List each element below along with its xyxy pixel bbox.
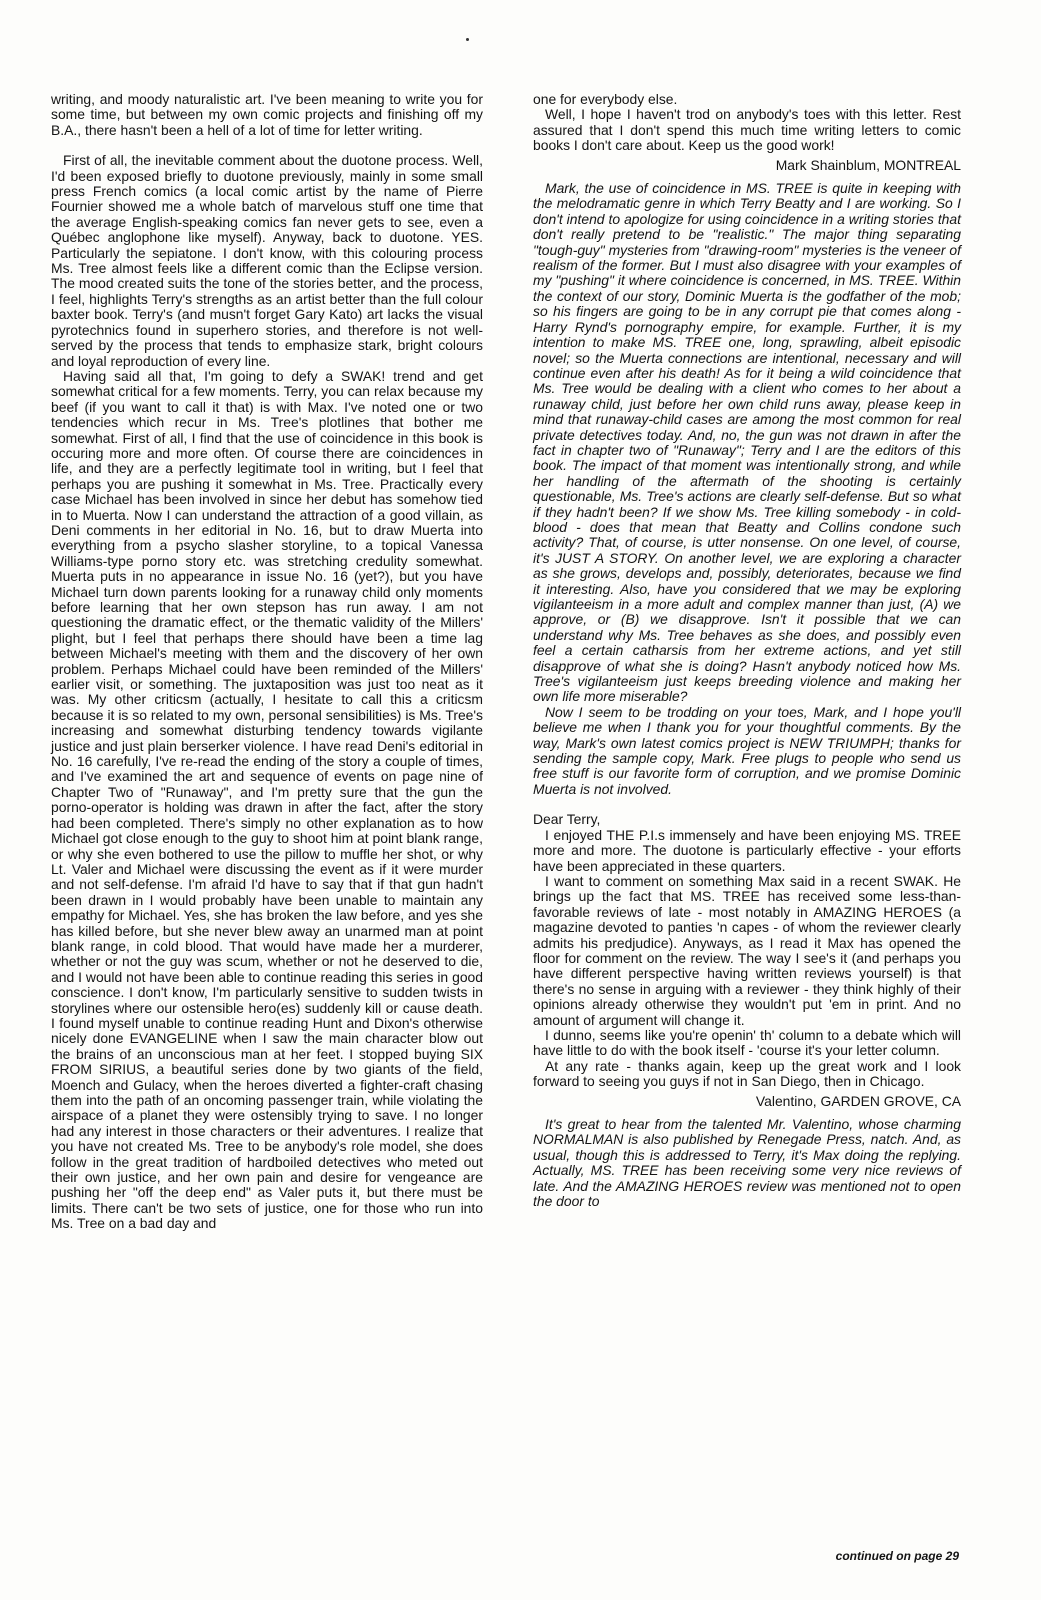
letter-paragraph: I enjoyed THE P.I.s immensely and have been enjoying MS. TREE more and more. The duotone is particularly effective - your efforts have been appreciated in these quarters. — [533, 826, 961, 874]
letter-signature: Valentino, GARDEN GROVE, CA — [755, 1092, 961, 1109]
letter-paragraph: First of all, the inevitable comment about the duotone process. Well, I'd been exposed briefly to duotone previously, mainly in some small press French comics (a local comic artist by the name of Pierre Fournier showed me a whole batch of marvelous stuff one time that the average English-speaking comics fan never gets to see, even a Québec anglophone like myself). Anyway, back to duotone. YES. Particularly the sepiatone. I don't know, with this colouring process Ms. Tree almost feels like a different comic than the Eclipse version. The mood created suits the tone of the stories better, and the process, I feel, highlights Terry's strengths as an artist better than the full colour baxter book. Terry's (and musn't forget Gary Kato) art lacks the visual pyrotechnics found in superhero stories, and therefore is not well-served by the process that tends to emphasize stark, bright colours and loyal reproduction of every line. — [51, 152, 483, 369]
right-column — [533, 92, 961, 1209]
editor-reply: Now I seem to be trodding on your toes, Mark, and I hope you'll believe me when I thank you for your thoughtful comments. By the way, Mark's own latest comics project is NEW TRIUMPH; thanks for sending the sample copy, Mark. Free plugs to people who send us free stuff is our favorite form of corruption, and we promise Dominic Muerta is not involved. — [533, 703, 961, 797]
letter-signature: Mark Shainblum, MONTREAL — [775, 156, 961, 173]
letter-paragraph: At any rate - thanks again, keep up the great work and I look forward to seeing you guys if not in San Diego, then in Chicago. — [533, 1057, 961, 1090]
salutation: Dear Terry, — [533, 811, 601, 828]
letter-paragraph: Having said all that, I'm going to defy a SWAK! trend and get somewhat critical for a few moments. Terry, you can relax because my beef (if you want to call it that) is with Max. I've noted one or two tendencies which recur in Ms. Tree's plotlines that bother me somewhat. First of all, I find that the use of coincidence in this book is occuring more and more often. Of course there are coincidences in life, and they are a perfectly legitimate tool in writing, but I feel that perhaps you are pushing it somewhat in Ms. Tree. Practically every case Michael has been involved in since her debut has somehow tied in to Muerta. Now I can understand the attraction of a good villain, as Deni comments in her editorial in No. 16, but to draw Muerta into everything from a psycho slasher storyline, to a topical Vanessa Williams-type porno story etc. was stretching credulity somewhat. Muerta puts in no appearance in issue No. 16 (yet?), but you have Michael turn down parents looking for a runaway child only moments before learning that her own stepson has run away. I am not questioning the dramatic effect, or the thematic validity of the Millers' plight, but I feel that perhaps there should have been a time lag between Michael's meeting with them and the discovery of her own problem. Perhaps Michael could have been reminded of the Millers' earlier visit, or something. The juxtaposition was just too neat as it was. My other criticsm (actually, I hesitate to call this a criticsm because it is so related to my own, personal sensibilities) is Ms. Tree's increasing and somewhat disturbing tendency towards vigilante justice and just plain berserker violence. I have read Deni's editorial in No. 16 carefully, I've re-read the ending of the story a couple of times, and I've examined the art and sequence of events on page nine of Chapter Two of "Runaway", and I'm pretty sure that the gun the porno-operator is holding was drawn in after the fact, after the story had been completed. There's simply no other explanation as to how Michael got close enough to the guy to shoot him at point blank range, or why she even bothered to use the pillow to muffle her shot, or why Lt. Valer and Michael were discussing the event as if it were murder and not self-defense. I'm afraid I'd have to say that if that gun hadn't been drawn in I would probably have been unable to maintain any empathy for Michael. Yes, she has broken the law before, and yes she has killed before, but she never blew away an unarmed man at point blank range, in cold blood. That would have made her a murderer, whether or not the guy was scum, whether or not he deserved to die, and I would not have been able to continue reading this series in good conscience. I don't know, I'm particularly sensitive to sudden twists in storylines where our ostensible hero(es) suddenly kill or cause death. I found myself unable to continue reading Hunt and Dixon's otherwise nicely done EVANGELINE when I saw the main character blow out the brains of an unconscious man at her feet. I stopped buying SIX FROM SIRIUS, a beautiful series done by two giants of the field, Moench and Gulacy, when the heroes diverted a fighter-craft chasing them into the path of an oncoming passenger train, while violating the airspace of a planet they were ostensibly trying to save. I no longer had any interest in those characters or their adventures. I realize that you have not created Ms. Tree to be anybody's role model, she does follow in the great tradition of hardboiled detectives who meted out their own justice, and her own pain and desire for vengeance are pushing her "off the deep end" as Valer puts it, but there must be limits. There can't be two sets of justice, one for those who run into Ms. Tree on a bad day and — [51, 367, 483, 1232]
continued-note: continued on page 29 — [835, 1549, 959, 1563]
letter-paragraph: one for everybody else. — [533, 91, 678, 107]
letter-paragraph: I want to comment on something Max said in a recent SWAK. He brings up the fact that MS. TREE has received some less-than-favorable reviews of late - most notably in AMAZING HEROES (a magazine devoted to panties 'n capes - of whom the reviewer clearly admits his predjudice). Anyways, as I read it Max has opened the floor for comment on the review. The way I see's it (and perhaps you have different perspective having written reviews yourself) is that there's no sense in arguing with a reviewer - they think highly of their opinions already otherwise they wouldn't put 'em in print. And no amount of argument will change it. — [533, 872, 961, 1028]
letter-paragraph: I dunno, seems like you're openin' th' column to a debate which will have little to do with the book itself - 'course it's your letter column. — [533, 1026, 961, 1059]
editor-reply: It's great to hear from the talented Mr. Valentino, whose charming NORMALMAN is also published by Renegade Press, natch. And, as usual, though this is addressed to Terry, it's Max doing the replying. Actually, MS. TREE has been receiving some very nice reviews of late. And the AMAZING HEROES review was mentioned not to open the door to — [533, 1116, 961, 1210]
editor-reply: Mark, the use of coincidence in MS. TREE is quite in keeping with the melodramatic genre in which Terry Beatty and I are working. So I don't intend to apologize for using coincidence in a writing stories that don't really pretend to be "realistic." The major thing separating "tough-guy" mysteries from "drawing-room" mysteries is the veneer of realism of the former. But I must also disagree with your examples of my "pushing" it where coincidence is concerned, in MS. TREE. Within the context of our story, Dominic Muerta is the godfather of the mob; so his fingers are going to be in any corrupt pie that comes along - Harry Rynd's pornography empire, for example. Further, it is my intention to make MS. TREE one, long, sprawling, albeit episodic novel; so the Muerta connections are intentional, necessary and will continue even after his death! As for it being a wild coincidence that Ms. Tree would be dealing with a client who comes to her about a runaway child, just before her own child runs away, please keep in mind that runaway-child cases are among the most common for real private detectives today. And, no, the gun was not drawn in after the fact in chapter two of "Runaway"; Terry and I are the editors of this book. The impact of that moment was intentionally strong, and while her handling of the aftermath of the shooting is certainly questionable, Ms. Tree's actions are clearly self-defense. But so what if they hadn't been? If we show Ms. Tree killing somebody - in cold-blood - does that mean that Beatty and Collins condone such activity? That, of course, is utter nonsense. On one level, of course, it's JUST A STORY. On another level, we are exploring a character as she grows, develops and, possibly, deteriorates, because we find it interesting. Also, have you considered that we may be exploring vigilanteeism in a more adult and complex manner than just, (A) we approve, or (B) we disapprove. Isn't it possible that we can understand why Ms. Tree behaves as she does, and possibly even feel a certain catharsis from her extreme actions, and yet still disapprove of what she is doing? Hasn't anybody noticed how Ms. Tree's vigilanteeism just keeps breeding violence and making her own life more miserable? — [533, 180, 961, 705]
left-column — [51, 92, 483, 1232]
letter-paragraph: writing, and moody naturalistic art. I've been meaning to write you for some time, but between my own comic projects and finishing off my B.A., there hasn't been a hell of a lot of time for letter writing. — [51, 91, 483, 138]
speck — [466, 38, 469, 41]
letter-paragraph: Well, I hope I haven't trod on anybody's toes with this letter. Rest assured that I don't spend this much time writing letters to comic books I don't care about. Keep us the good work! — [533, 106, 961, 154]
